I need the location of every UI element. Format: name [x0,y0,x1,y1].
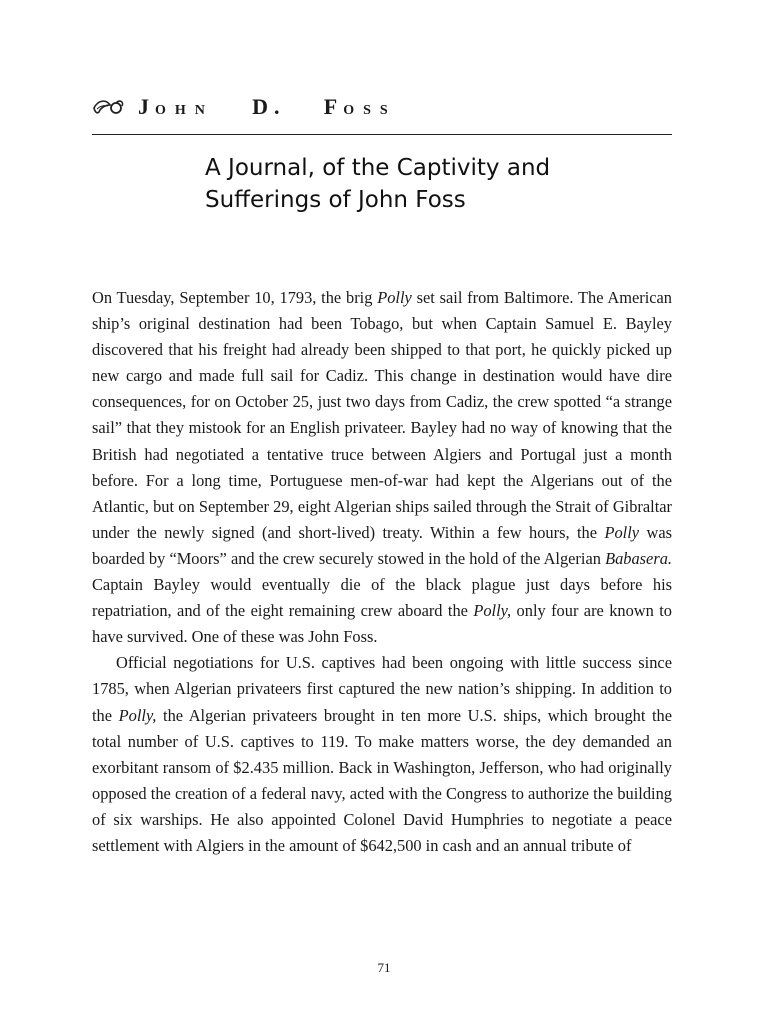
header-rule [92,134,672,135]
leaf-fleuron-icon [92,96,126,118]
page-number: 71 [377,960,391,975]
body-text [92,285,672,859]
paragraph-2: Official negotiations for U.S. captives had been ongoing with little success since 1785, when Algerian privateers first captured the new nation’s shipping. In addition to the Polly, the Algerian privateers brought in ten more U.S. ships, which brought the total number of U.S. captives to 119. To make matters worse, the dey demanded an exorbitant ransom of $2.435 million. Back in Washington, Jefferson, who had originally opposed the creation of a federal navy, acted with the Congress to authorize the building of six warships. He also appointed Colonel David Humphries to negotiate a peace settlement with Algiers in the amount of $642,500 in cash and an annual tribute of [92,653,673,855]
ship-name: Polly, [473,601,512,621]
ship-name: Polly [377,288,412,307]
paragraph-1: On Tuesday, September 10, 1793, the brig Polly set sail from Baltimore. The American ship’s original destination had been Tobago, but when Captain Samuel E. Bayley discovered that his freight had already been shipped to that port, he quickly picked up new cargo and made full sail for Cadiz. This change in destination would have dire consequences, for on October 25, just two days from Cadiz, the crew spotted “a strange sail” that they mistook for an English privateer. Bayley had no way of knowing that the British had negotiated a tentative truce between Algiers and Portugal just a month before. For a long time, Portuguese men-of-war had kept the Algerians out of the Atlantic, but on September 29, eight Algerian ships sailed through the Strait of Gibraltar under the newly signed (and short-lived) treaty. Within a few hours, the Polly was boarded by “Moors” and the crew securely stowed in the hold of the Algerian Babasera. Captain Bayley would eventually die of the black plague just days before his repatriation, and of the eight remaining crew aboard the Polly, only four are known to have survived. One of these was John Foss. [92,288,673,647]
chapter-title-line-1: A Journal, of the Captivity and [205,155,551,181]
running-head [92,92,672,122]
author-name: JOHN D. FOSS [138,94,397,119]
ship-name: Babasera. [605,548,672,568]
ship-name: Polly [604,522,640,542]
ship-name: Polly, [118,705,157,725]
chapter-title [205,152,625,216]
chapter-title-line-2: Sufferings of John Foss [205,187,466,213]
